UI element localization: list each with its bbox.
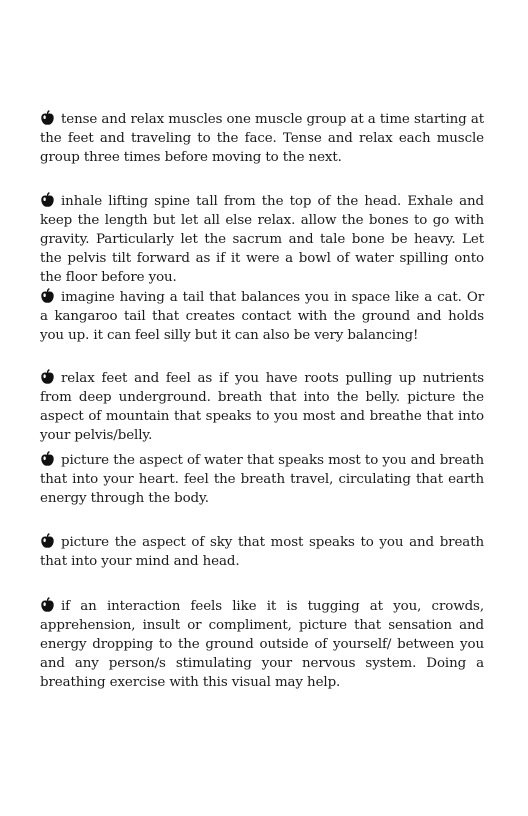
list-item xyxy=(40,533,484,571)
item-text: picture the aspect of water that speaks most to you and breath that into your heart. feel the breath travel, circulating that earth energy through the body. xyxy=(40,453,484,506)
list-item xyxy=(40,369,484,445)
apple-icon xyxy=(40,451,55,467)
apple-icon xyxy=(40,533,55,549)
item-text: picture the aspect of sky that most speaks to you and breath that into your mind and head. xyxy=(40,535,484,569)
item-text: relax feet and feel as if you have roots pulling up nutrients from deep underground. breath that into the belly. picture the aspect of mountain that speaks to you most and breathe that into your pelvis/belly. xyxy=(40,371,484,443)
apple-icon xyxy=(40,192,55,208)
apple-icon xyxy=(40,110,55,126)
list-item xyxy=(40,288,484,345)
item-text: imagine having a tail that balances you in space like a cat. Or a kangaroo tail that creates contact with the ground and holds you up. it can feel silly but it can also be very balancing! xyxy=(40,290,484,343)
apple-icon xyxy=(40,597,55,613)
apple-icon xyxy=(40,288,55,304)
item-text: tense and relax muscles one muscle group at a time starting at the feet and traveling to the face. Tense and relax each muscle group three times before moving to the next. xyxy=(40,112,484,165)
list-item xyxy=(40,192,484,287)
list-item xyxy=(40,110,484,167)
list-item xyxy=(40,597,484,692)
item-text: if an interaction feels like it is tugging at you, crowds, apprehension, insult or compliment, picture that sensation and energy dropping to the ground outside of yourself/ between you and any person/s stimulating your nervous system. Doing a breathing exercise with this visual may help. xyxy=(40,599,484,690)
item-text: inhale lifting spine tall from the top of the head. Exhale and keep the length but let all else relax. allow the bones to go with gravity. Particularly let the sacrum and tale bone be heavy. Let the pelvis tilt forward as if it were a bowl of water spilling onto the floor before you. xyxy=(40,194,484,285)
list-item xyxy=(40,451,484,508)
apple-icon xyxy=(40,369,55,385)
